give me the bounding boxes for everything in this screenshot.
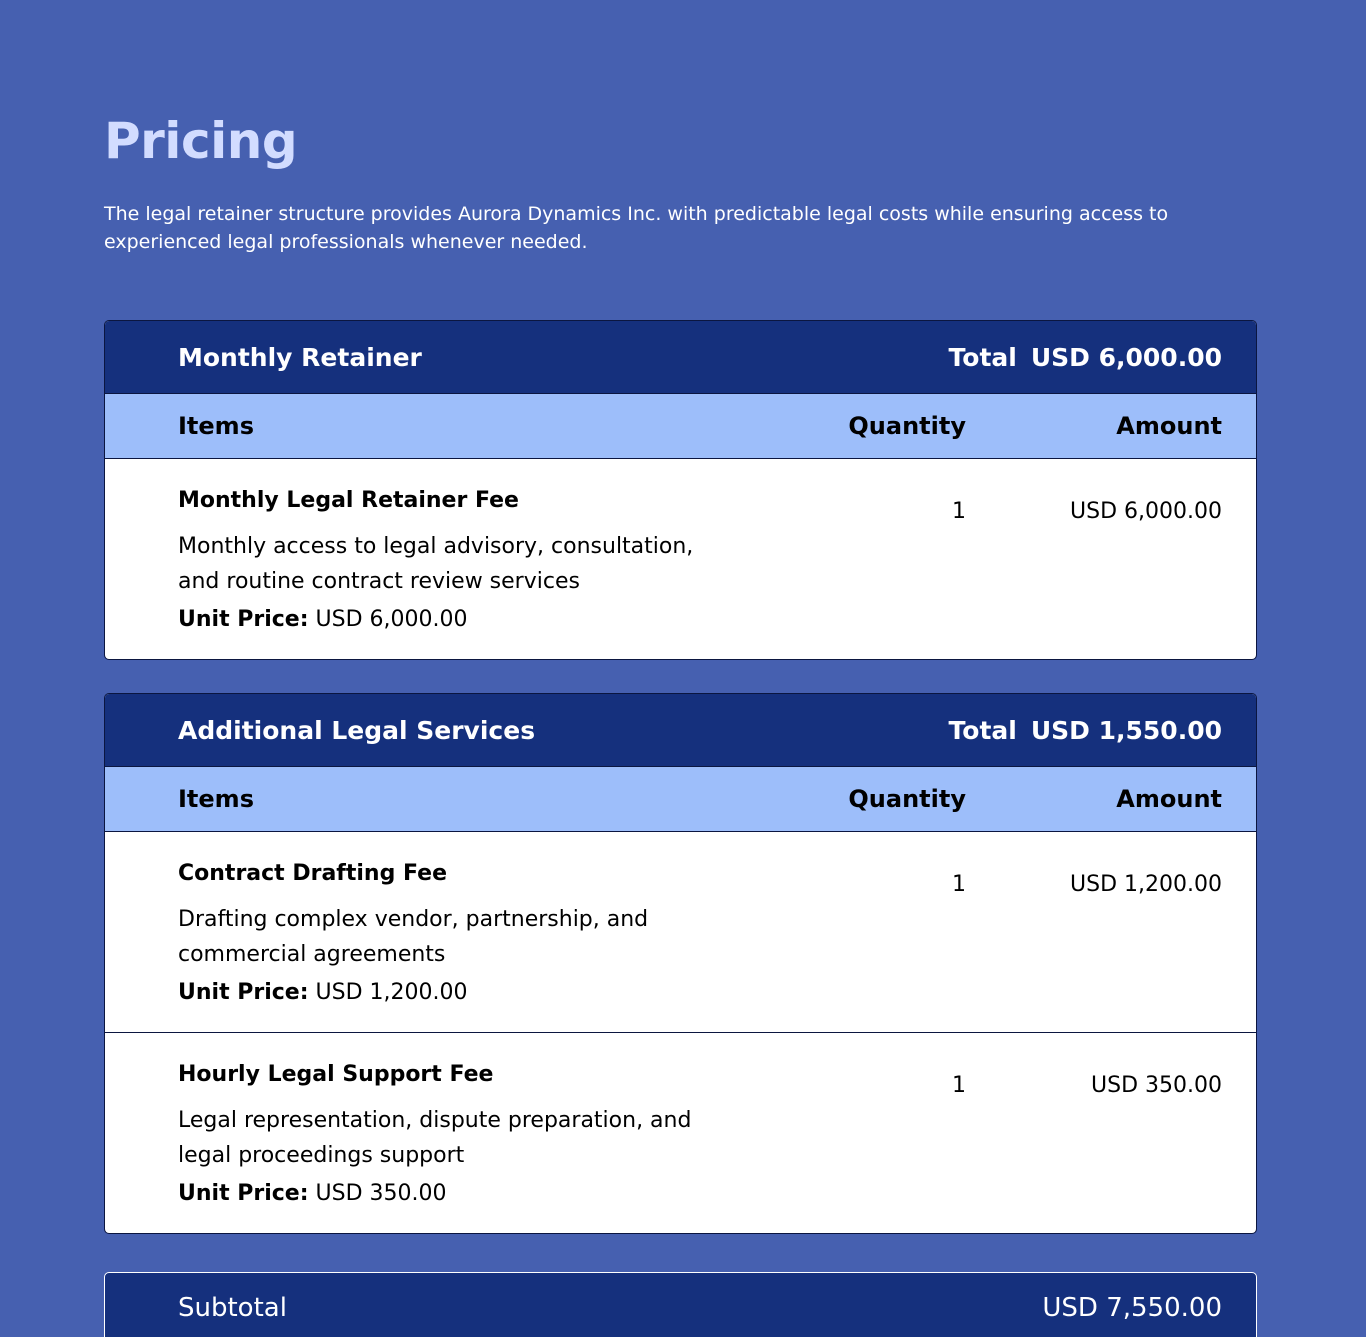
page-intro: The legal retainer structure provides Aurora Dynamics Inc. with predictable legal costs while ensuring access to experienced legal professionals whenever needed. <box>104 203 1169 253</box>
line-item-quantity: 1 <box>952 499 966 524</box>
section-total-label: Total <box>948 342 1017 372</box>
line-item-name: Contract Drafting Fee <box>178 861 447 886</box>
column-header-row <box>105 766 1256 832</box>
section-total <box>949 716 1222 745</box>
column-header-quantity: Quantity <box>848 785 966 813</box>
line-item-details <box>178 1061 766 1211</box>
column-header-quantity: Quantity <box>848 412 966 440</box>
pricing-section-monthly-retainer <box>104 320 1257 660</box>
column-header-items: Items <box>178 412 254 440</box>
section-title: Monthly Retainer <box>178 342 422 372</box>
line-item-description: Legal representation, dispute preparation, and legal proceedings support <box>178 1108 692 1168</box>
line-item-amount: USD 6,000.00 <box>1070 499 1222 524</box>
pricing-section-additional-services <box>104 693 1257 1234</box>
column-header-row <box>105 393 1256 459</box>
unit-price-label: Unit Price: <box>178 1181 309 1206</box>
unit-price-value: USD 350.00 <box>315 1181 447 1206</box>
line-item-quantity: 1 <box>952 872 966 897</box>
line-item-unit-price <box>178 1177 766 1211</box>
section-total-value: USD 1,550.00 <box>1030 715 1222 745</box>
line-item-details <box>178 860 766 1010</box>
line-item-unit-price <box>178 976 766 1010</box>
line-item-unit-price <box>178 603 766 637</box>
line-item <box>105 1032 1256 1233</box>
unit-price-value: USD 6,000.00 <box>315 607 468 632</box>
subtotal-value: USD 7,550.00 <box>1042 1293 1222 1323</box>
unit-price-value: USD 1,200.00 <box>315 980 468 1005</box>
line-item-name: Monthly Legal Retainer Fee <box>178 488 519 513</box>
line-item <box>105 459 1256 659</box>
page-title: Pricing <box>104 112 298 170</box>
section-title: Additional Legal Services <box>178 715 536 745</box>
line-item-name: Hourly Legal Support Fee <box>178 1062 494 1087</box>
line-item-details <box>178 487 766 637</box>
unit-price-label: Unit Price: <box>178 607 309 632</box>
line-item-quantity: 1 <box>952 1073 966 1098</box>
line-item-description: Drafting complex vendor, partnership, and commercial agreements <box>178 907 649 967</box>
column-header-amount: Amount <box>1116 412 1222 440</box>
line-item-amount: USD 350.00 <box>1091 1073 1222 1098</box>
column-header-amount: Amount <box>1116 785 1222 813</box>
line-item-description: Monthly access to legal advisory, consultation, and routine contract review services <box>178 534 694 594</box>
unit-price-label: Unit Price: <box>178 980 309 1005</box>
section-total <box>949 343 1222 372</box>
line-item <box>105 832 1256 1032</box>
line-item-amount: USD 1,200.00 <box>1070 872 1222 897</box>
section-header <box>105 694 1256 766</box>
section-total-value: USD 6,000.00 <box>1030 342 1222 372</box>
section-header <box>105 321 1256 393</box>
column-header-items: Items <box>178 785 254 813</box>
subtotal-label: Subtotal <box>178 1293 287 1323</box>
subtotal-bar <box>104 1272 1257 1337</box>
section-total-label: Total <box>948 715 1017 745</box>
